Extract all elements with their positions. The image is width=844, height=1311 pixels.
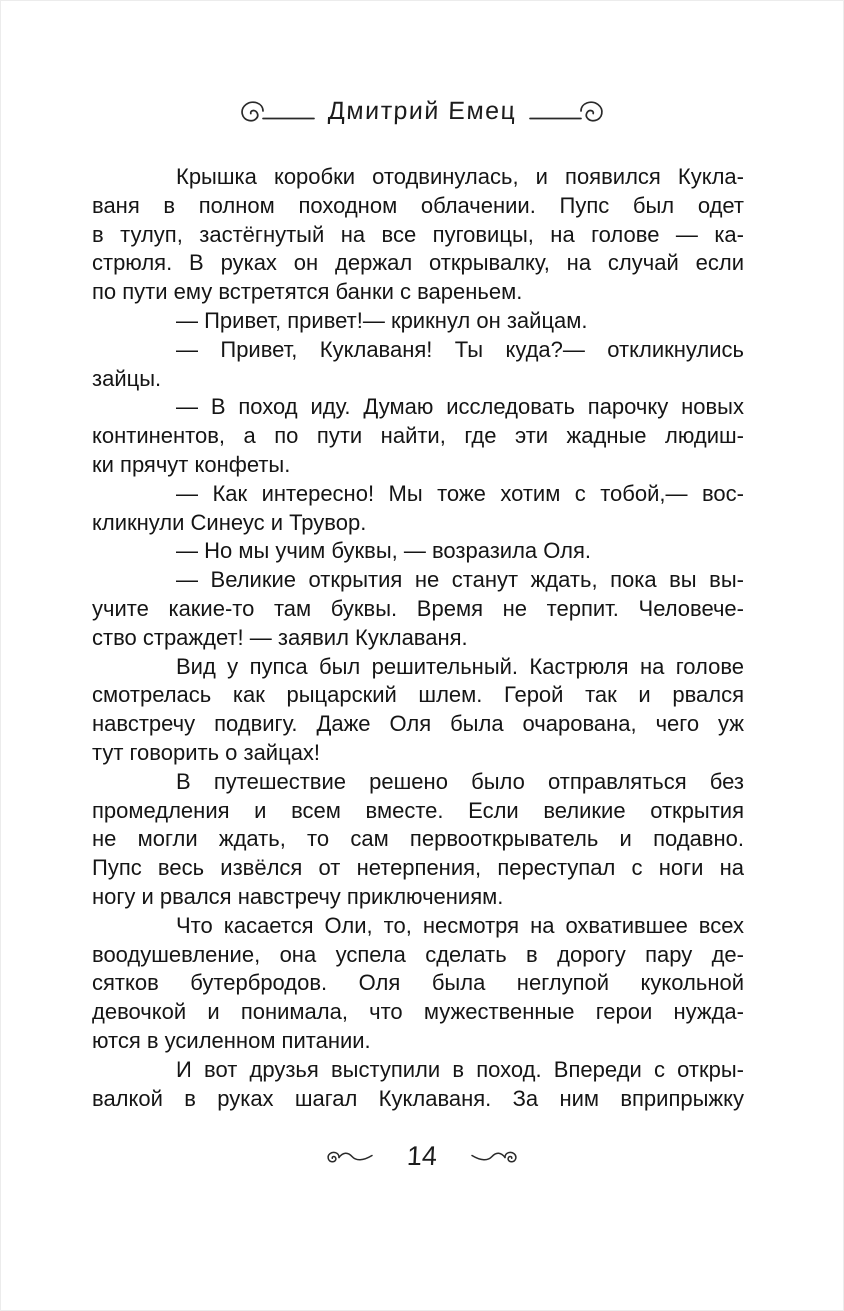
- text-line: навстречу подвигу. Даже Оля была очарована, чего уж: [92, 711, 744, 737]
- text-line: кликнули Синеус и Трувор.: [92, 509, 367, 535]
- page-footer: [0, 1141, 844, 1172]
- text-line: ются в усиленном питании.: [92, 1027, 371, 1053]
- text-line: — Привет, Куклаваня! Ты куда?— откликнулись: [176, 336, 744, 362]
- page-header: [0, 97, 844, 126]
- paragraph: [92, 163, 744, 307]
- paragraph: [92, 1056, 744, 1114]
- text-line: В путешествие решено было отправляться без: [176, 768, 744, 794]
- page-body: [92, 163, 744, 1113]
- text-line: тут говорить о зайцах!: [92, 739, 321, 765]
- paragraph: [92, 653, 744, 768]
- text-line: по пути ему встретятся банки с вареньем.: [92, 279, 523, 305]
- text-line: смотрелась как рыцарский шлем. Герой так и рвался: [92, 682, 744, 708]
- paragraph: [92, 307, 744, 336]
- author-name: Дмитрий Емец: [327, 97, 517, 125]
- text-line: — Великие открытия не станут ждать, пока вы вы-: [176, 567, 744, 593]
- text-line: Что касается Оли, то, несмотря на охватившее всех: [176, 912, 744, 938]
- text-line: Крышка коробки отодвинулась, и появился Кукла-: [176, 164, 744, 189]
- text-line: зайцы.: [92, 365, 162, 391]
- text-line: стрюля. В руках он держал открывалку, на случай если: [92, 250, 744, 276]
- text-line: Пупс весь извёлся от нетерпения, переступал с ноги на: [92, 855, 744, 881]
- footer-right-wave-ornament-icon: [469, 1148, 519, 1166]
- text-line: И вот друзья выступили в поход. Впереди с откры-: [176, 1056, 744, 1082]
- text-line: девочкой и понимала, что мужественные герои нужда-: [92, 999, 744, 1025]
- text-line: — В поход иду. Думаю исследовать парочку новых: [176, 394, 744, 420]
- text-line: сятков бутербродов. Оля была неглупой кукольной: [92, 970, 744, 996]
- text-line: ство страждет! — заявил Куклаваня.: [92, 624, 468, 650]
- text-line: — Как интересно! Мы тоже хотим с тобой,— вос-: [176, 480, 744, 506]
- paragraph: [92, 480, 744, 538]
- text-line: воодушевление, она успела сделать в дорогу пару де-: [92, 941, 744, 967]
- text-line: ваня в полном походном облачении. Пупс был одет: [92, 192, 744, 218]
- paragraph: [92, 768, 744, 912]
- text-line: не могли ждать, то сам первооткрыватель и подавно.: [92, 826, 744, 852]
- text-line: валкой в руках шагал Куклаваня. За ним вприпрыжку: [92, 1085, 744, 1111]
- paragraph: [92, 566, 744, 652]
- text-line: промедления и всем вместе. Если великие открытия: [92, 797, 744, 823]
- paragraph: [92, 393, 744, 479]
- page-number: 14: [406, 1141, 438, 1171]
- paragraph: [92, 912, 744, 1056]
- text-line: — Привет, привет!— крикнул он зайцам.: [176, 307, 588, 333]
- text-line: Вид у пупса был решительный. Кастрюля на голове: [176, 653, 744, 679]
- text-line: — Но мы учим буквы, — возразила Оля.: [176, 538, 591, 564]
- text-line: учите какие-то там буквы. Время не терпит. Человече-: [92, 595, 744, 621]
- header-right-flourish-spiral-icon: [528, 98, 606, 126]
- text-line: континентов, а по пути найти, где эти жадные людиш-: [92, 423, 744, 449]
- paragraph: [92, 336, 744, 394]
- text-line: ногу и рвался навстречу приключениям.: [92, 883, 504, 909]
- text-line: ки прячут конфеты.: [92, 451, 291, 477]
- paragraph: [92, 537, 744, 566]
- footer-left-wave-ornament-icon: [325, 1148, 375, 1166]
- text-line: в тулуп, застёгнутый на все пуговицы, на голове — ка-: [92, 221, 744, 247]
- header-left-flourish-spiral-icon: [238, 98, 316, 126]
